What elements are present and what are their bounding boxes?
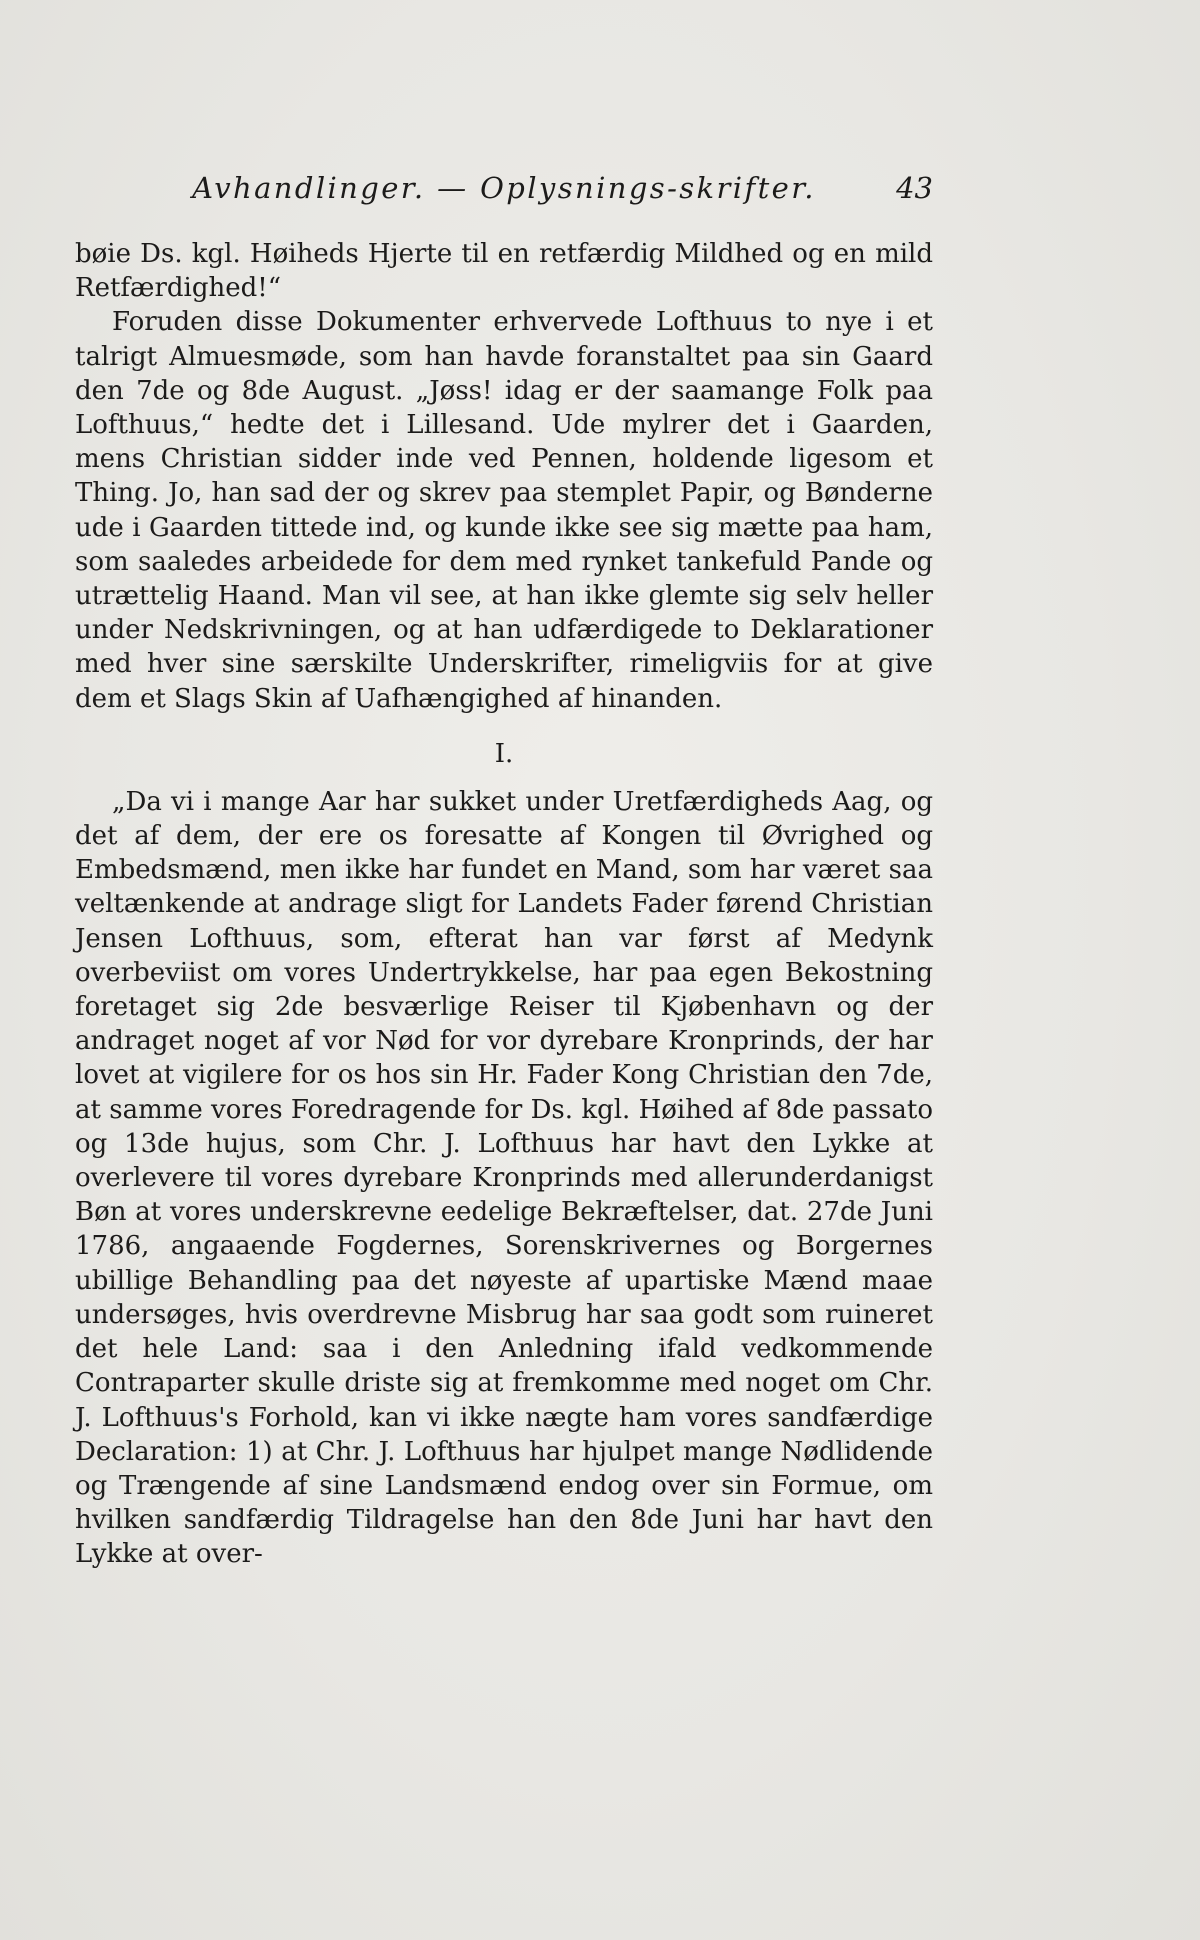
paragraph: bøie Ds. kgl. Høiheds Hjerte til en retfærdig Mildhed og en mild Retfærdighed!“ — [75, 239, 933, 304]
page-number: 43 — [896, 171, 933, 205]
section-heading: I. — [494, 738, 514, 769]
running-title: Avhandlinger. — Oplysnings-skrifter. — [192, 171, 816, 205]
body-text — [75, 237, 933, 1572]
paragraph: „Da vi i mange Aar har sukket under Uretfærdigheds Aag, og det af dem, der ere os foresatte af Kongen til Øvrighed og Embedsmænd, men ikke har fundet en Mand, som har været saa veltænkende at andrage sligt for Landets Fader førend Christian Jensen Lofthuus, som, efterat han var først af Medynk overbeviist om vores Undertrykkelse, har paa egen Bekostning foretaget sig 2de besværlige Reiser til Kjøbenhavn og der andraget noget af vor Nød for vor dyrebare Kronprinds, der har lovet at vigilere for os hos sin Hr. Fader Kong Christian den 7de, at samme vores Foredragende for Ds. kgl. Høihed af 8de passato og 13de hujus, som Chr. J. Lofthuus har havt den Lykke at overlevere til vores dyrebare Kronprinds med allerunderdanigst Bøn at vores underskrevne eedelige Bekræftelser, dat. 27de Juni 1786, angaaende Fogdernes, Sorenskrivernes og Borgernes ubillige Behandling paa det nøyeste af upartiske Mænd maae undersøges, hvis overdrevne Misbrug har saa godt som ruineret det hele Land: saa i den Anledning ifald vedkommende Contraparter skulle driste sig at fremkomme med noget om Chr. J. Lofthuus's Forhold, kan vi ikke nægte ham vores sandfærdige Declaration: 1) at Chr. J. Lofthuus har hjulpet mange Nødlidende og Trængende af sine Landsmænd endog over sin Formue, om hvilken sandfærdig Tildragelse han den 8de Juni har havt den Lykke at over- — [75, 786, 933, 1570]
paragraph: Foruden disse Dokumenter erhvervede Lofthuus to nye i et talrigt Almuesmøde, som han havde foranstaltet paa sin Gaard den 7de og 8de August. „Jøss! idag er der saamange Folk paa Lofthuus,“ hedte det i Lillesand. Ude mylrer det i Gaarden, mens Christian sidder inde ved Pennen, holdende ligesom et Thing. Jo, han sad der og skrev paa stemplet Papir, og Bønderne ude i Gaarden tittede ind, og kunde ikke see sig mætte paa ham, som saaledes arbeidede for dem med rynket tankefuld Pande og utrættelig Haand. Man vil see, at han ikke glemte sig selv heller under Nedskrivningen, og at han udfærdigede to Deklarationer med hver sine særskilte Underskrifter, rimeligviis for at give dem et Slags Skin af Uafhængighed af hinanden. — [75, 307, 933, 714]
running-head — [75, 166, 933, 210]
